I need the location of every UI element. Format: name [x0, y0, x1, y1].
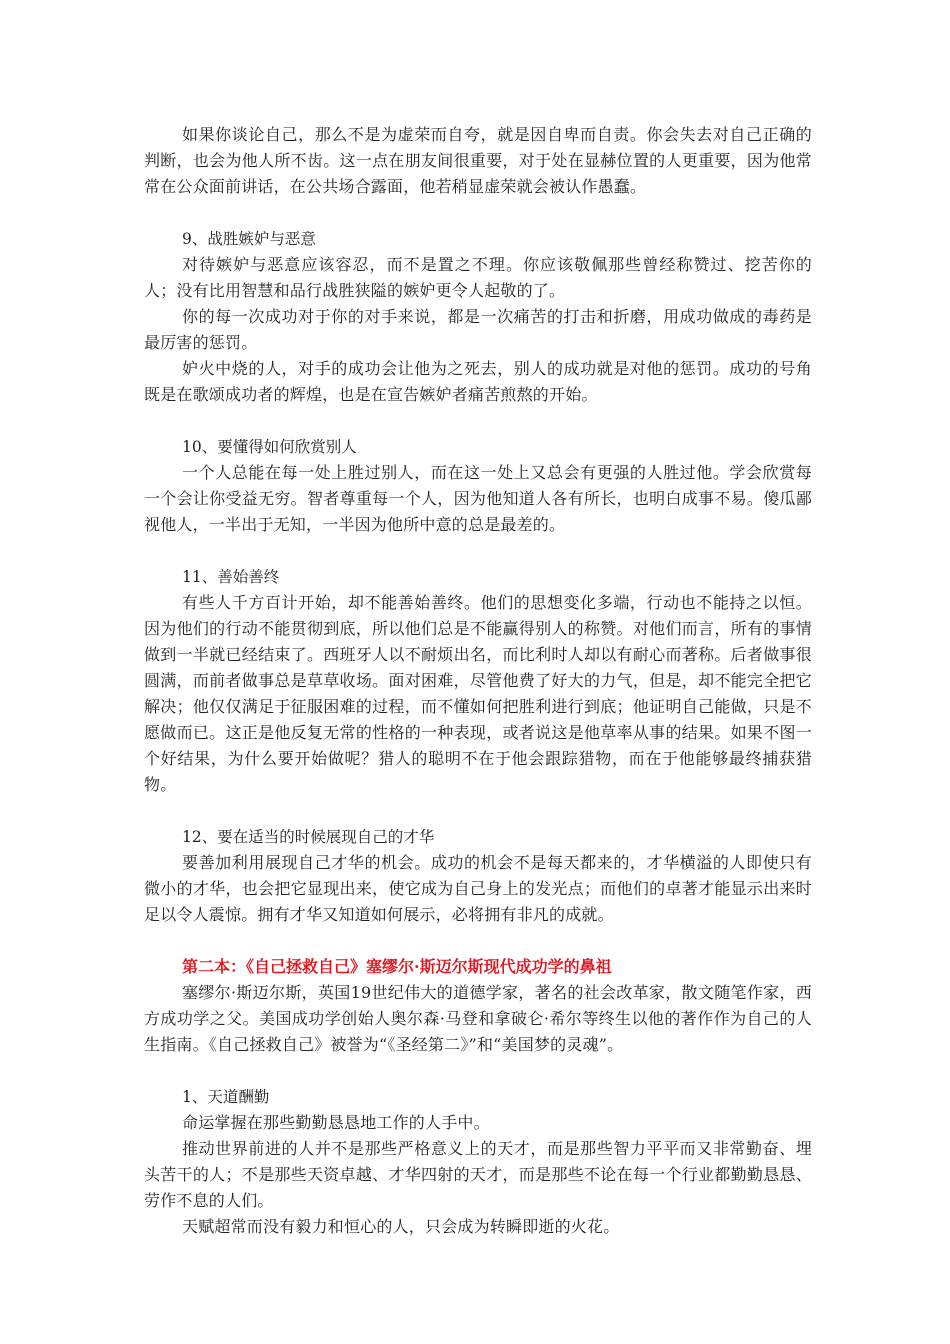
body-paragraph: 妒火中烧的人，对手的成功会让他为之死去，别人的成功就是对他的惩罚。成功的号角既是在歌颂成功者的辉煌，也是在宣告嫉妒者痛苦煎熬的开始。 — [144, 359, 812, 404]
body-paragraph: 命运掌握在那些勤勤恳恳地工作的人手中。 — [182, 1113, 490, 1132]
paragraph-spacer — [144, 1058, 812, 1084]
body-paragraph: 有些人千方百计开始，却不能善始善终。他们的思想变化多端，行动也不能持之以恒。因为他们的行动不能贯彻到底，所以他们总是不能赢得别人的称赞。对他们而言，所有的事情做到一半就已经结束了。西班牙人以不耐烦出名，而比利时人却以有耐心而著称。后者做事很圆满，而前者做事总是草草收场。面对困难，尽管他费了好大的力气，但是，却不能完全把它解决；他仅仅满足于征服困难的过程，而不懂如何把胜利进行到底；他证明自己能做，只是不愿做而已。这正是他反复无常的性格的一种表现，或者说这是他草率从事的结果。如果不图一个好结果，为什么要开始做呢？猎人的聪明不在于他会跟踪猎物，而在于他能够最终捕获猎物。 — [144, 593, 812, 794]
section-heading: 12、要在适当的时候展现自己的才华 — [182, 828, 435, 846]
section-heading: 11、善始善终 — [182, 568, 280, 586]
section-heading: 10、要懂得如何欣赏别人 — [182, 438, 357, 456]
paragraph-spacer — [144, 408, 812, 434]
body-paragraph: 对待嫉妒与恶意应该容忍，而不是置之不理。你应该敬佩那些曾经称赞过、挖苦你的人；没有比用智慧和品行战胜狭隘的嫉妒更令人起敬的了。 — [144, 255, 812, 300]
body-paragraph: 要善加利用展现自己才华的机会。成功的机会不是每天都来的，才华横溢的人即使只有微小的才华，也会把它显现出来，使它成为自己身上的发光点；而他们的卓著才能显示出来时足以令人震惊。拥有才华又知道如何展示，必将拥有非凡的成就。 — [144, 853, 812, 924]
body-paragraph: 你的每一次成功对于你的对手来说，都是一次痛苦的打击和折磨，用成功做成的毒药是最厉害的惩罚。 — [144, 307, 812, 352]
body-paragraph: 塞缪尔·斯迈尔斯，英国19世纪伟大的道德学家，著名的社会改革家，散文随笔作家，西方成功学之父。美国成功学创始人奥尔森·马登和拿破仑·希尔等终生以他的著作作为自己的人生指南。《自己拯救自己》被誉为“《圣经第二》”和“美国梦的灵魂”。 — [144, 983, 812, 1054]
body-paragraph: 天赋超常而没有毅力和恒心的人，只会成为转瞬即逝的火花。 — [182, 1217, 620, 1236]
body-paragraph: 如果你谈论自己，那么不是为虚荣而自夸，就是因自卑而自责。你会失去对自己正确的判断，也会为他人所不齿。这一点在朋友间很重要，对于处在显赫位置的人更重要，因为他常常在公众面前讲话，在公共场合露面，他若稍显虚荣就会被认作愚蠢。 — [144, 125, 812, 196]
section-heading: 1、天道酬勤 — [182, 1088, 270, 1106]
paragraph-spacer — [144, 200, 812, 226]
document-body — [144, 122, 812, 1240]
body-paragraph: 一个人总能在每一处上胜过别人，而在这一处上又总会有更强的人胜过他。学会欣赏每一个会让你受益无穷。智者尊重每一个人，因为他知道人各有所长，也明白成事不易。傻瓜鄙视他人，一半出于无知，一半因为他所中意的总是最差的。 — [144, 463, 812, 534]
book-title-heading: 第二本：《自己拯救自己》塞缪尔·斯迈尔斯现代成功学的鼻祖 — [182, 957, 612, 976]
paragraph-spacer — [144, 538, 812, 564]
section-heading: 9、战胜嫉妒与恶意 — [182, 230, 316, 248]
paragraph-spacer — [144, 798, 812, 824]
body-paragraph: 推动世界前进的人并不是那些严格意义上的天才，而是那些智力平平而又非常勤奋、埋头苦干的人；不是那些天资卓越、才华四射的天才，而是那些不论在每一个行业都勤勤恳恳、劳作不息的人们。 — [144, 1139, 812, 1210]
paragraph-spacer — [144, 928, 812, 954]
